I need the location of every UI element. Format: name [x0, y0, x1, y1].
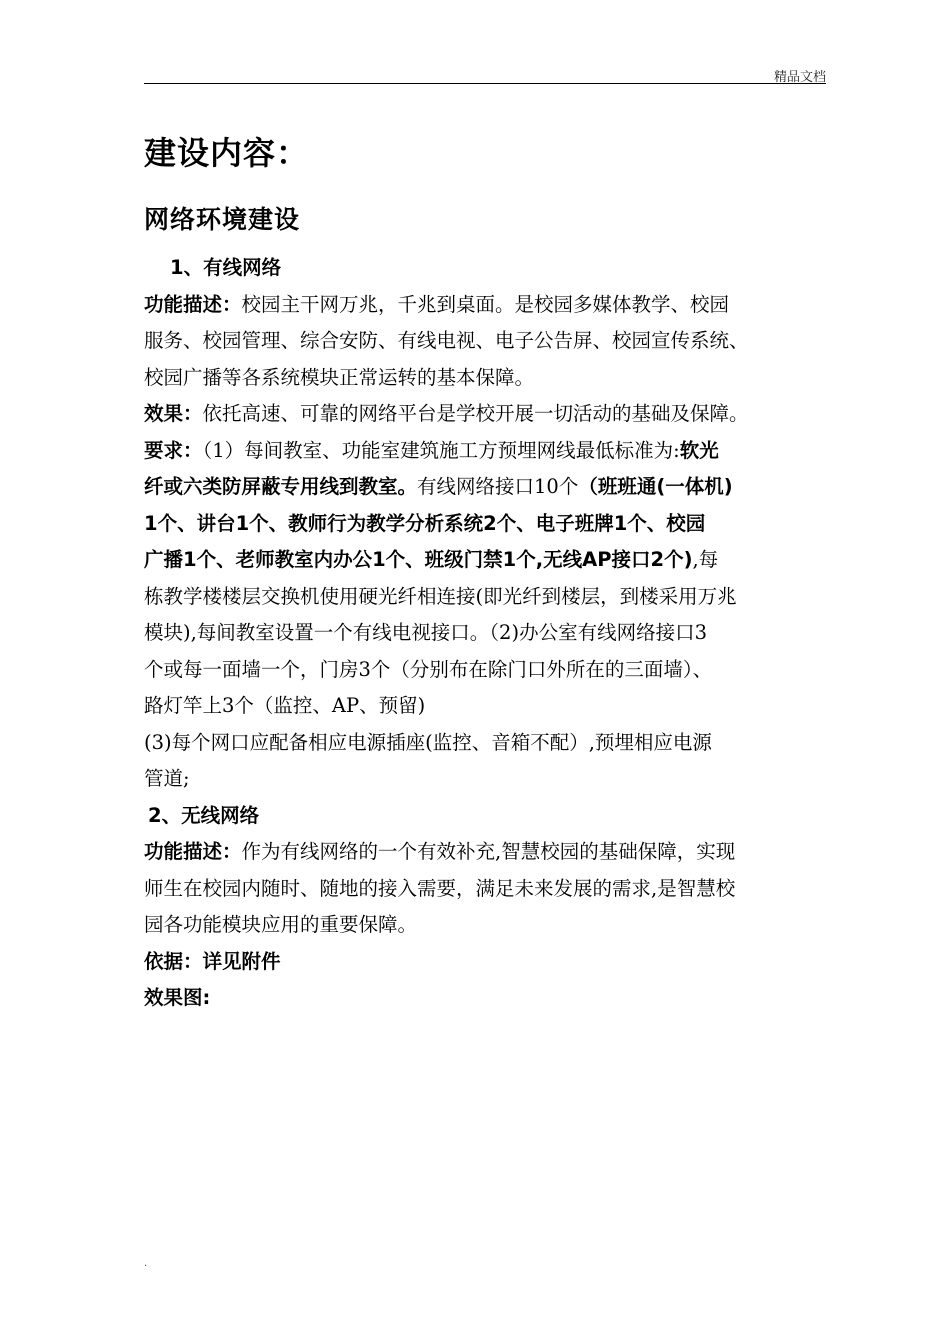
- wired-req-bold-4: 广播1个、老师教室内办公1个、班级门禁1个,无线AP接口2个): [144, 548, 693, 571]
- wireless-func-line-2: 师生在校园内随时、随地的接入需要，满足未来发展的需求,是智慧校: [144, 876, 736, 900]
- wired-func-line-3: 校园广播等各系统模块正常运转的基本保障。: [144, 365, 535, 389]
- wireless-func-line-3: 园各功能模块应用的重要保障。: [144, 913, 418, 936]
- document-body: [144, 250, 828, 1017]
- wireless-basis: 依据：详见附件: [144, 949, 281, 973]
- wireless-func-line-1: [144, 834, 828, 871]
- wired-req-text-2: 有线网络接口10个: [417, 475, 579, 498]
- wired-effect-line: [144, 396, 828, 433]
- wired-network-heading: 1、有线网络: [170, 256, 282, 279]
- wireless-network-heading: 2、无线网络: [148, 803, 260, 827]
- wired-func-label: 功能描述：: [144, 292, 242, 316]
- wireless-func-text-1: 作为有线网络的一个有效补充,智慧校园的基础保障，实现: [241, 840, 736, 863]
- wired-req-text-4: ,每: [692, 548, 719, 571]
- section-title: 网络环境建设: [144, 205, 301, 234]
- wired-req-text-1: （1）每间教室、功能室建筑施工方预埋网线最低标准为:: [202, 438, 680, 462]
- wired-req-line-9: (3)每个网口应配备相应电源插座(监控、音箱不配）,预埋相应电源: [144, 730, 712, 754]
- wired-req-line-3: 1个、讲台1个、教师行为教学分析系统2个、电子班牌1个、校园: [144, 511, 706, 535]
- wired-effect-label: 效果：: [144, 402, 203, 425]
- wired-req-line-2: [144, 469, 828, 506]
- wireless-effect-image-label: 效果图:: [144, 986, 211, 1009]
- wired-req-line-6: 模块),每间教室设置一个有线电视接口。（2)办公室有线网络接口3: [144, 621, 707, 644]
- wired-effect-text: 依托高速、可靠的网络平台是学校开展一切活动的基础及保障。: [202, 402, 749, 425]
- header-rule: [144, 83, 826, 84]
- page-header-label: 精品文档: [773, 70, 826, 85]
- wired-req-line-5: 栋教学楼楼层交换机使用硬光纤相连接(即光纤到楼层，到楼采用万兆: [144, 584, 737, 608]
- wired-req-line-10: 管道;: [144, 767, 190, 790]
- wired-func-text-1: 校园主干网万兆，千兆到桌面。是校园多媒体教学、校园: [241, 292, 730, 316]
- wired-req-bold-1: 软光: [679, 438, 719, 462]
- page-title: 建设内容：: [144, 134, 310, 172]
- footer-mark: .: [144, 1258, 148, 1269]
- wireless-func-label: 功能描述：: [144, 840, 242, 863]
- wired-req-bold-2b: （班班通(一体机): [578, 475, 733, 498]
- wired-req-line-7: 个或每一面墙一个，门房3个（分别布在除门口外所在的三面墙）、: [144, 657, 713, 681]
- wired-req-line-8: 路灯竿上3个（监控、AP、预留): [144, 694, 426, 717]
- wired-req-label: 要求：: [144, 438, 203, 462]
- wired-req-line-4: [144, 542, 828, 579]
- wired-req-bold-2: 纤或六类防屏蔽专用线到教室。: [144, 475, 418, 498]
- wired-func-line-2: 服务、校园管理、综合安防、有线电视、电子公告屏、校园宣传系统、: [144, 329, 749, 352]
- wired-req-line-1: [144, 433, 828, 470]
- wired-func-line-1: [144, 287, 828, 324]
